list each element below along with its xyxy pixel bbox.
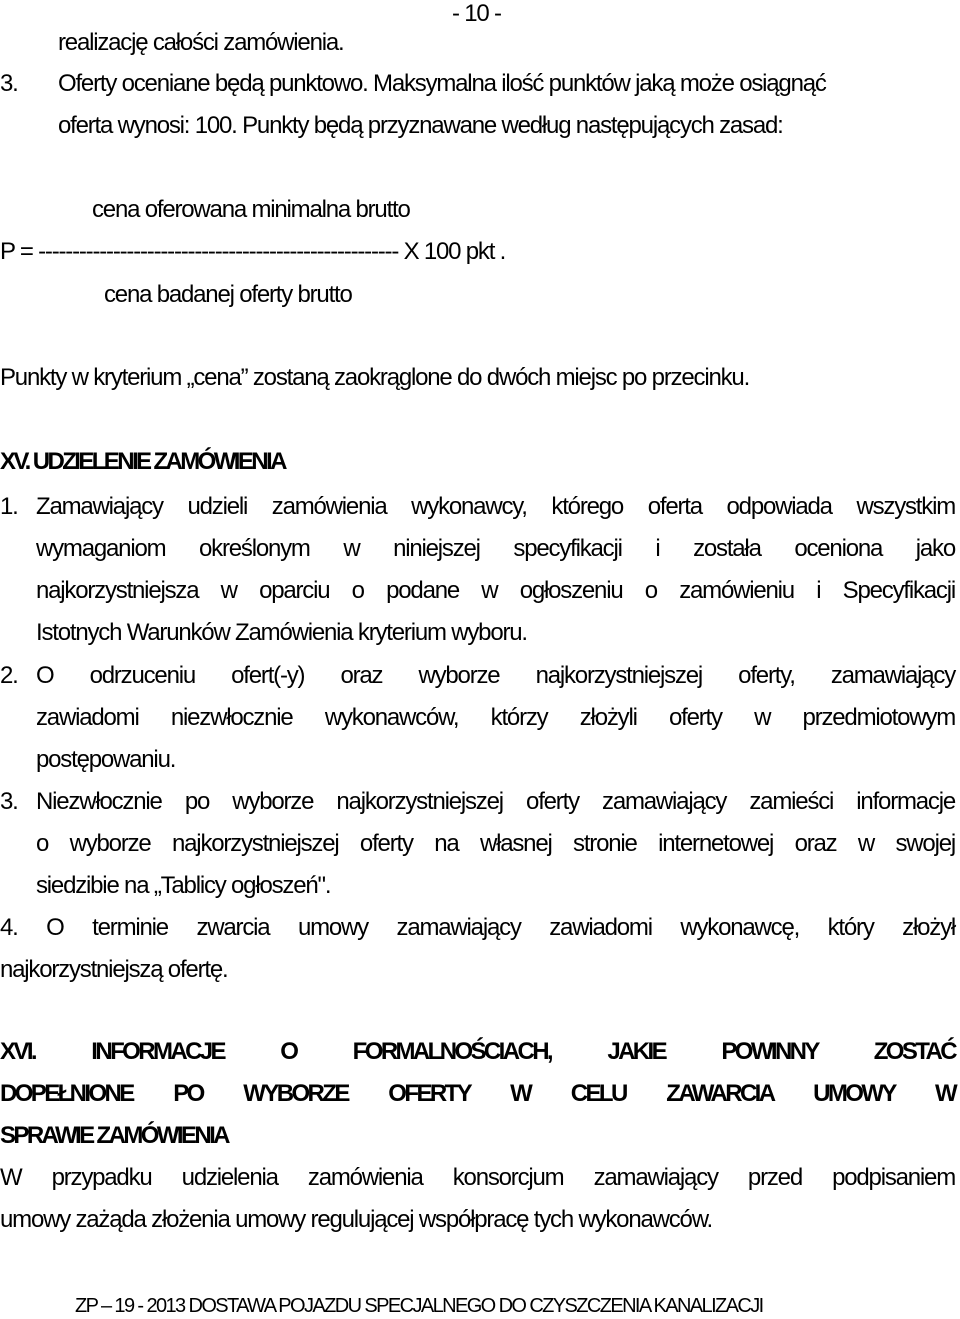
list-number: 3. <box>0 70 18 97</box>
section-xvi-body-line-1: W przypadku udzielenia zamówienia konsorcjum zamawiający przed podpisaniem <box>0 1164 955 1191</box>
xv-item-1-line-4: Istotnych Warunków Zamówienia kryterium wyboru. <box>36 619 527 646</box>
section-xvi-heading-line-2: DOPEŁNIONE PO WYBORZE OFERTY W CELU ZAWARCIA UMOWY W <box>0 1080 955 1107</box>
xv-item-3-line-3: siedzibie na „Tablicy ogłoszeń". <box>36 872 331 899</box>
xv-item-3-line-2: o wyborze najkorzystniejszej oferty na własnej stronie internetowej oraz w swojej <box>36 830 955 857</box>
xv-item-4-line-2: najkorzystniejszą ofertę. <box>0 956 228 983</box>
xv-item-1-line-1 <box>0 495 955 519</box>
formula-line: P = ----------------------------------------------------- X 100 pkt . <box>0 238 506 265</box>
xv-item-2-line-2: zawiadomi niezwłocznie wykonawców, którzy złożyli oferty w przedmiotowym <box>36 704 955 731</box>
formula-denominator: cena badanej oferty brutto <box>104 281 352 308</box>
formula-numerator: cena oferowana minimalna brutto <box>92 196 410 223</box>
section-xv-heading: XV. UDZIELENIE ZAMÓWIENIA <box>0 448 285 475</box>
item-text: Niezwłocznie po wyborze najkorzystniejszej oferty zamawiający zamieści informacje <box>36 788 955 815</box>
continued-text: realizację całości zamówienia. <box>58 29 344 56</box>
list-number: 1. <box>0 493 18 520</box>
page-number: - 10 - <box>452 0 501 27</box>
section-xvi-heading-line-1: XVI. INFORMACJE O FORMALNOŚCIACH, JAKIE POWINNY ZOSTAĆ <box>0 1038 955 1065</box>
xv-item-3-line-1 <box>0 790 955 814</box>
item-3-line-2: oferta wynosi: 100. Punkty będą przyznawane według następujących zasad: <box>58 112 783 139</box>
xv-item-2-line-1 <box>0 664 955 688</box>
item-text: Oferty oceniane będą punktowo. Maksymalna ilość punktów jaką może osiągnąć <box>58 70 826 97</box>
xv-item-4-line-1: 4. O terminie zwarcia umowy zamawiający zawiadomi wykonawcę, który złożył <box>0 914 955 941</box>
item-text: Zamawiający udzieli zamówienia wykonawcy, którego oferta odpowiada wszystkim <box>36 493 955 520</box>
item-text: O odrzuceniu ofert(-y) oraz wyborze najkorzystniejszej oferty, zamawiający <box>36 662 955 689</box>
section-xvi-heading-line-3: SPRAWIE ZAMÓWIENIA <box>0 1122 228 1149</box>
rounding-note: Punkty w kryterium „cena” zostaną zaokrąglone do dwóch miejsc po przecinku. <box>0 364 750 391</box>
list-number: 2. <box>0 662 18 689</box>
list-number: 3. <box>0 788 18 815</box>
item-3-line-1 <box>0 72 826 96</box>
xv-item-1-line-2: wymaganiom określonym w niniejszej specyfikacji i została oceniona jako <box>36 535 955 562</box>
section-xvi-body-line-2: umowy zażąda złożenia umowy regulującej współpracę tych wykonawców. <box>0 1206 712 1233</box>
xv-item-2-line-3: postępowaniu. <box>36 746 176 773</box>
xv-item-1-line-3: najkorzystniejsza w oparciu o podane w ogłoszeniu o zamówieniu i Specyfikacji <box>36 577 955 604</box>
page-footer: ZP – 19 - 2013 DOSTAWA POJAZDU SPECJALNEGO DO CZYSZCZENIA KANALIZACJI <box>75 1295 763 1317</box>
